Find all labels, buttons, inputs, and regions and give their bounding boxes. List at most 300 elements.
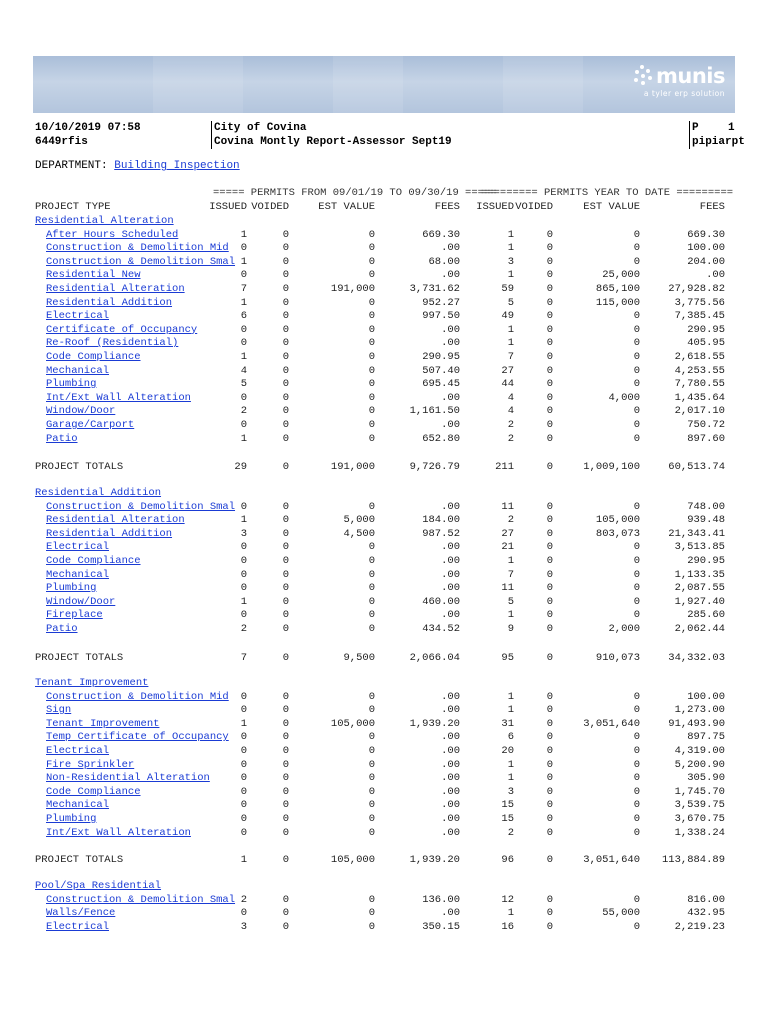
voided-cell: 0: [282, 514, 289, 527]
ytd-est-value-cell: 0: [633, 813, 640, 825]
ytd-issued-cell: 11: [501, 582, 514, 595]
fees-cell: .00: [441, 785, 460, 798]
ytd-fees-cell: 3,775.56: [674, 296, 725, 309]
fees-cell: 136.00: [422, 893, 460, 906]
ytd-issued-cell: 12: [501, 893, 514, 906]
table-row: [0, 812, 770, 826]
ytd-est-value-cell: 803,073: [595, 527, 640, 540]
table-row: [0, 391, 770, 405]
est-value-cell: 0: [368, 378, 375, 391]
table-row: [0, 785, 770, 799]
issued-cell: 0: [240, 758, 247, 771]
fees-cell: 652.80: [422, 432, 460, 445]
fees-cell: 952.27: [422, 296, 460, 309]
permit-type-link[interactable]: Plumbing: [46, 813, 97, 825]
ytd-fees-cell: 1,435.64: [674, 391, 725, 404]
ytd-voided-cell: 0: [546, 405, 553, 418]
issued-cell: 1: [240, 432, 247, 445]
table-row: [0, 255, 770, 269]
fees-cell: 350.15: [422, 920, 460, 933]
ytd-voided-cell: 0: [546, 337, 553, 350]
issued-cell: 0: [240, 704, 247, 717]
fees-cell: .00: [441, 745, 460, 757]
fees-cell: 68.00: [428, 255, 460, 268]
voided-cell: 0: [282, 391, 289, 404]
issued-cell: 0: [240, 242, 247, 255]
ytd-fees-cell: 3,513.85: [674, 541, 725, 554]
ytd-fees-cell: 750.72: [687, 419, 725, 431]
table-row: [0, 703, 770, 717]
ytd-est-value-cell: 2,000: [608, 623, 640, 635]
table-row: [0, 554, 770, 568]
permit-type-link[interactable]: Sign: [46, 704, 72, 717]
permit-type-link[interactable]: Patio: [46, 623, 78, 635]
ytd-voided-cell: 0: [546, 690, 553, 703]
ytd-voided-cell: 0: [546, 623, 553, 635]
ytd-est-value-cell: 0: [633, 405, 640, 418]
project-type-link[interactable]: Pool/Spa Residential: [35, 880, 162, 892]
table-row: [0, 690, 770, 704]
voided-cell: 0: [282, 500, 289, 513]
report-title: Covina Montly Report-Assessor Sept19: [214, 136, 452, 148]
permit-type-link[interactable]: Construction & Demolition Smal: [46, 893, 236, 906]
ytd-fees-cell: 5,200.90: [674, 758, 725, 771]
table-row: [0, 608, 770, 622]
issued-cell: 1: [240, 255, 247, 268]
permit-type-link[interactable]: Electrical: [46, 310, 110, 323]
table-row: [0, 418, 770, 432]
fees-cell: .00: [441, 242, 460, 255]
ytd-est-value-cell: 0: [633, 541, 640, 554]
ytd-fees-cell: 1,745.70: [674, 785, 725, 798]
col-ytd-issued: ISSUED: [476, 201, 514, 213]
ytd-fees-cell: 7,780.55: [674, 378, 725, 391]
project-totals-row: [0, 853, 770, 867]
est-value-cell: 0: [368, 813, 375, 825]
project-type-link[interactable]: Residential Alteration: [35, 215, 174, 227]
ytd-voided-cell: 0: [546, 826, 553, 839]
header-divider-right: [689, 121, 690, 149]
ytd-voided-cell: 0: [546, 323, 553, 336]
total-est-value-cell: 9,500: [343, 652, 375, 664]
permit-type-link[interactable]: Construction & Demolition Mid: [46, 242, 229, 255]
ytd-fees-cell: 204.00: [687, 255, 725, 268]
ytd-est-value-cell: 0: [633, 731, 640, 744]
table-row: [0, 364, 770, 378]
ytd-fees-cell: 100.00: [687, 242, 725, 255]
table-row: [0, 404, 770, 418]
ytd-fees-cell: 91,493.90: [668, 717, 725, 730]
table-row: [0, 336, 770, 350]
voided-cell: 0: [282, 323, 289, 336]
ytd-voided-cell: 0: [546, 568, 553, 581]
ytd-voided-cell: 0: [546, 704, 553, 717]
ytd-fees-cell: 939.48: [687, 514, 725, 527]
permit-type-link[interactable]: Plumbing: [46, 582, 97, 595]
voided-cell: 0: [282, 582, 289, 595]
ytd-fees-cell: 2,219.23: [674, 920, 725, 933]
ytd-voided-cell: 0: [546, 717, 553, 730]
issued-cell: 3: [240, 920, 247, 933]
permit-type-link[interactable]: Code Compliance: [46, 351, 141, 363]
ytd-fees-cell: 4,319.00: [674, 745, 725, 757]
table-row: [0, 893, 770, 907]
ytd-voided-cell: 0: [546, 813, 553, 825]
ytd-issued-cell: 1: [507, 772, 514, 785]
ytd-voided-cell: 0: [546, 419, 553, 431]
ytd-group-header: ========= PERMITS YEAR TO DATE =========: [481, 187, 734, 199]
permit-type-link[interactable]: Residential New: [46, 269, 141, 282]
ytd-fees-cell: 405.95: [687, 337, 725, 350]
ytd-voided-cell: 0: [546, 391, 553, 404]
permit-type-link[interactable]: Residential Alteration: [46, 283, 185, 295]
fees-cell: .00: [441, 568, 460, 581]
ytd-voided-cell: 0: [546, 228, 553, 241]
total-ytd-est-value-cell: 1,009,100: [583, 461, 640, 473]
fees-cell: .00: [441, 419, 460, 431]
project-type-row: [0, 486, 770, 500]
org-name: City of Covina: [214, 122, 307, 134]
total-ytd-issued-cell: 96: [501, 854, 514, 866]
program-name: pipiarpt: [692, 136, 745, 148]
table-row: [0, 228, 770, 242]
table-row: [0, 758, 770, 772]
voided-cell: 0: [282, 432, 289, 445]
ytd-est-value-cell: 0: [633, 555, 640, 567]
permit-type-link[interactable]: Window/Door: [46, 405, 116, 418]
total-ytd-fees-cell: 60,513.74: [668, 461, 725, 473]
col-fees: FEES: [434, 201, 460, 213]
ytd-issued-cell: 44: [501, 378, 514, 391]
permit-type-link[interactable]: Window/Door: [46, 595, 116, 608]
fees-cell: 695.45: [422, 378, 460, 391]
table-row: [0, 568, 770, 582]
total-ytd-voided-cell: 0: [546, 652, 553, 664]
ytd-voided-cell: 0: [546, 283, 553, 295]
ytd-issued-cell: 21: [501, 541, 514, 554]
fees-cell: .00: [441, 555, 460, 567]
ytd-fees-cell: 4,253.55: [674, 364, 725, 377]
permit-type-link[interactable]: Residential Alteration: [46, 514, 185, 527]
voided-cell: 0: [282, 242, 289, 255]
permit-type-link[interactable]: Garage/Carport: [46, 419, 135, 431]
permit-type-link[interactable]: Mechanical: [46, 364, 110, 377]
voided-cell: 0: [282, 731, 289, 744]
ytd-voided-cell: 0: [546, 555, 553, 567]
col-ytd-voided: VOIDED: [515, 201, 553, 213]
ytd-fees-cell: 1,338.24: [674, 826, 725, 839]
fees-cell: .00: [441, 731, 460, 744]
ytd-issued-cell: 3: [507, 255, 514, 268]
project-totals-row: [0, 460, 770, 474]
fees-cell: .00: [441, 813, 460, 825]
table-row: [0, 622, 770, 636]
ytd-est-value-cell: 0: [633, 242, 640, 255]
fees-cell: 507.40: [422, 364, 460, 377]
ytd-est-value-cell: 0: [633, 582, 640, 595]
permit-type-link[interactable]: Fireplace: [46, 609, 103, 622]
issued-cell: 4: [240, 364, 247, 377]
voided-cell: 0: [282, 609, 289, 622]
permit-type-link[interactable]: Residential Addition: [46, 296, 173, 309]
ytd-voided-cell: 0: [546, 758, 553, 771]
total-fees-cell: 9,726.79: [409, 461, 460, 473]
issued-cell: 1: [240, 228, 247, 241]
department-link[interactable]: Building Inspection: [114, 160, 240, 172]
col-ytd-est-value: EST VALUE: [583, 201, 640, 213]
ytd-est-value-cell: 0: [633, 893, 640, 906]
project-type-link[interactable]: Tenant Improvement: [35, 677, 149, 689]
voided-cell: 0: [282, 527, 289, 540]
table-row: [0, 920, 770, 934]
ytd-est-value-cell: 0: [633, 799, 640, 812]
est-value-cell: 0: [368, 296, 375, 309]
project-type-row: [0, 879, 770, 893]
ytd-issued-cell: 2: [507, 432, 514, 445]
permit-type-link[interactable]: Tenant Improvement: [46, 717, 160, 730]
ytd-issued-cell: 1: [507, 323, 514, 336]
ytd-est-value-cell: 0: [633, 595, 640, 608]
fees-cell: 184.00: [422, 514, 460, 527]
ytd-issued-cell: 15: [501, 813, 514, 825]
voided-cell: 0: [282, 269, 289, 282]
ytd-fees-cell: 3,670.75: [674, 813, 725, 825]
ytd-voided-cell: 0: [546, 731, 553, 744]
voided-cell: 0: [282, 555, 289, 567]
est-value-cell: 0: [368, 704, 375, 717]
ytd-est-value-cell: 0: [633, 364, 640, 377]
ytd-est-value-cell: 0: [633, 228, 640, 241]
ytd-issued-cell: 59: [501, 283, 514, 295]
ytd-est-value-cell: 115,000: [595, 296, 640, 309]
ytd-est-value-cell: 0: [633, 378, 640, 391]
permit-type-link[interactable]: Int/Ext Wall Alteration: [46, 391, 191, 404]
col-est-value: EST VALUE: [318, 201, 375, 213]
permit-type-link[interactable]: Fire Sprinkler: [46, 758, 135, 771]
ytd-issued-cell: 1: [507, 690, 514, 703]
est-value-cell: 0: [368, 893, 375, 906]
est-value-cell: 0: [368, 391, 375, 404]
fees-cell: .00: [441, 609, 460, 622]
issued-cell: 0: [240, 690, 247, 703]
voided-cell: 0: [282, 228, 289, 241]
issued-cell: 2: [240, 893, 247, 906]
permit-type-link[interactable]: Walls/Fence: [46, 907, 116, 920]
est-value-cell: 0: [368, 500, 375, 513]
table-row: [0, 500, 770, 514]
table-row: [0, 282, 770, 296]
est-value-cell: 0: [368, 731, 375, 744]
fees-cell: 1,939.20: [409, 717, 460, 730]
ytd-fees-cell: 7,385.45: [674, 310, 725, 323]
ytd-est-value-cell: 4,000: [608, 391, 640, 404]
ytd-fees-cell: 2,618.55: [674, 351, 725, 363]
table-row: [0, 323, 770, 337]
est-value-cell: 105,000: [330, 717, 375, 730]
ytd-est-value-cell: 0: [633, 758, 640, 771]
table-row: [0, 296, 770, 310]
permit-type-link[interactable]: Code Compliance: [46, 555, 141, 567]
ytd-est-value-cell: 0: [633, 920, 640, 933]
project-totals-label: PROJECT TOTALS: [35, 854, 124, 866]
est-value-cell: 0: [368, 555, 375, 567]
issued-cell: 0: [240, 745, 247, 757]
table-row: [0, 730, 770, 744]
ytd-fees-cell: 3,539.75: [674, 799, 725, 812]
fees-cell: 669.30: [422, 228, 460, 241]
project-type-row: [0, 214, 770, 228]
fees-cell: 460.00: [422, 595, 460, 608]
permit-type-link[interactable]: Electrical: [46, 920, 110, 933]
table-row: [0, 826, 770, 840]
est-value-cell: 0: [368, 772, 375, 785]
voided-cell: 0: [282, 799, 289, 812]
fees-cell: .00: [441, 582, 460, 595]
ytd-issued-cell: 5: [507, 296, 514, 309]
permit-type-link[interactable]: Non-Residential Alteration: [46, 772, 210, 785]
logo-dots-icon: [632, 65, 654, 85]
voided-cell: 0: [282, 568, 289, 581]
ytd-issued-cell: 3: [507, 785, 514, 798]
permit-type-link[interactable]: Int/Ext Wall Alteration: [46, 826, 191, 839]
issued-cell: 0: [240, 337, 247, 350]
voided-cell: 0: [282, 541, 289, 554]
permit-type-link[interactable]: Re-Roof (Residential): [46, 337, 179, 350]
total-ytd-est-value-cell: 910,073: [595, 652, 640, 664]
permit-type-link[interactable]: Patio: [46, 432, 78, 445]
permit-type-link[interactable]: Temp Certificate of Occupancy: [46, 731, 229, 744]
fees-cell: .00: [441, 323, 460, 336]
fees-cell: 3,731.62: [409, 283, 460, 295]
ytd-fees-cell: 2,062.44: [674, 623, 725, 635]
total-ytd-voided-cell: 0: [546, 854, 553, 866]
ytd-est-value-cell: 0: [633, 500, 640, 513]
ytd-voided-cell: 0: [546, 745, 553, 757]
fees-cell: .00: [441, 541, 460, 554]
voided-cell: 0: [282, 717, 289, 730]
permit-type-link[interactable]: Construction & Demolition Smal: [46, 500, 236, 513]
permit-type-link[interactable]: Construction & Demolition Smal: [46, 255, 236, 268]
voided-cell: 0: [282, 826, 289, 839]
table-row: [0, 527, 770, 541]
fees-cell: .00: [441, 269, 460, 282]
ytd-voided-cell: 0: [546, 514, 553, 527]
issued-cell: 0: [240, 391, 247, 404]
table-row: [0, 771, 770, 785]
ytd-issued-cell: 4: [507, 405, 514, 418]
issued-cell: 1: [240, 296, 247, 309]
total-est-value-cell: 105,000: [330, 854, 375, 866]
ytd-voided-cell: 0: [546, 893, 553, 906]
table-row: [0, 377, 770, 391]
report-datetime: 10/10/2019 07:58: [35, 122, 141, 134]
permit-type-link[interactable]: Residential Addition: [46, 527, 173, 540]
ytd-issued-cell: 6: [507, 731, 514, 744]
ytd-issued-cell: 31: [501, 717, 514, 730]
ytd-issued-cell: 9: [507, 623, 514, 635]
est-value-cell: 191,000: [330, 283, 375, 295]
fees-cell: .00: [441, 907, 460, 920]
est-value-cell: 0: [368, 582, 375, 595]
permit-type-link[interactable]: Electrical: [46, 541, 110, 554]
fees-cell: .00: [441, 758, 460, 771]
table-row: [0, 309, 770, 323]
ytd-fees-cell: 897.60: [687, 432, 725, 445]
permit-type-link[interactable]: Electrical: [46, 745, 110, 757]
total-fees-cell: 2,066.04: [409, 652, 460, 664]
project-totals-row: [0, 651, 770, 665]
est-value-cell: 0: [368, 323, 375, 336]
fees-cell: .00: [441, 799, 460, 812]
ytd-issued-cell: 49: [501, 310, 514, 323]
permit-type-link[interactable]: Mechanical: [46, 568, 110, 581]
permit-type-link[interactable]: Mechanical: [46, 799, 110, 812]
ytd-fees-cell: 27,928.82: [668, 283, 725, 295]
permit-type-link[interactable]: Plumbing: [46, 378, 97, 391]
voided-cell: 0: [282, 364, 289, 377]
table-row: [0, 798, 770, 812]
ytd-est-value-cell: 0: [633, 432, 640, 445]
fees-cell: .00: [441, 826, 460, 839]
ytd-est-value-cell: 0: [633, 826, 640, 839]
voided-cell: 0: [282, 758, 289, 771]
ytd-voided-cell: 0: [546, 255, 553, 268]
ytd-est-value-cell: 3,051,640: [583, 717, 640, 730]
issued-cell: 0: [240, 269, 247, 282]
est-value-cell: 0: [368, 785, 375, 798]
ytd-fees-cell: 290.95: [687, 555, 725, 567]
issued-cell: 0: [240, 500, 247, 513]
permit-type-link[interactable]: Construction & Demolition Mid: [46, 690, 229, 703]
ytd-est-value-cell: 0: [633, 568, 640, 581]
ytd-issued-cell: 1: [507, 555, 514, 567]
voided-cell: 0: [282, 785, 289, 798]
report-banner: [33, 56, 735, 113]
permit-type-link[interactable]: Code Compliance: [46, 785, 141, 798]
est-value-cell: 0: [368, 405, 375, 418]
est-value-cell: 5,000: [343, 514, 375, 527]
issued-cell: 6: [240, 310, 247, 323]
issued-cell: 0: [240, 813, 247, 825]
ytd-fees-cell: 2,017.10: [674, 405, 725, 418]
ytd-issued-cell: 4: [507, 391, 514, 404]
ytd-fees-cell: 21,343.41: [668, 527, 725, 540]
fees-cell: .00: [441, 337, 460, 350]
issued-cell: 0: [240, 785, 247, 798]
voided-cell: 0: [282, 351, 289, 363]
issued-cell: 1: [240, 595, 247, 608]
voided-cell: 0: [282, 310, 289, 323]
est-value-cell: 0: [368, 623, 375, 635]
est-value-cell: 0: [368, 255, 375, 268]
col-voided: VOIDED: [251, 201, 289, 213]
permit-type-link[interactable]: Certificate of Occupancy: [46, 323, 198, 336]
ytd-issued-cell: 7: [507, 568, 514, 581]
est-value-cell: 0: [368, 432, 375, 445]
project-type-link[interactable]: Residential Addition: [35, 487, 162, 499]
table-row: [0, 268, 770, 282]
est-value-cell: 0: [368, 758, 375, 771]
permit-type-link[interactable]: After Hours Scheduled: [46, 228, 179, 241]
issued-cell: 7: [240, 283, 247, 295]
ytd-est-value-cell: 0: [633, 704, 640, 717]
fees-cell: .00: [441, 500, 460, 513]
total-issued-cell: 1: [240, 854, 247, 866]
voided-cell: 0: [282, 595, 289, 608]
voided-cell: 0: [282, 419, 289, 431]
table-row: [0, 581, 770, 595]
ytd-issued-cell: 1: [507, 907, 514, 920]
